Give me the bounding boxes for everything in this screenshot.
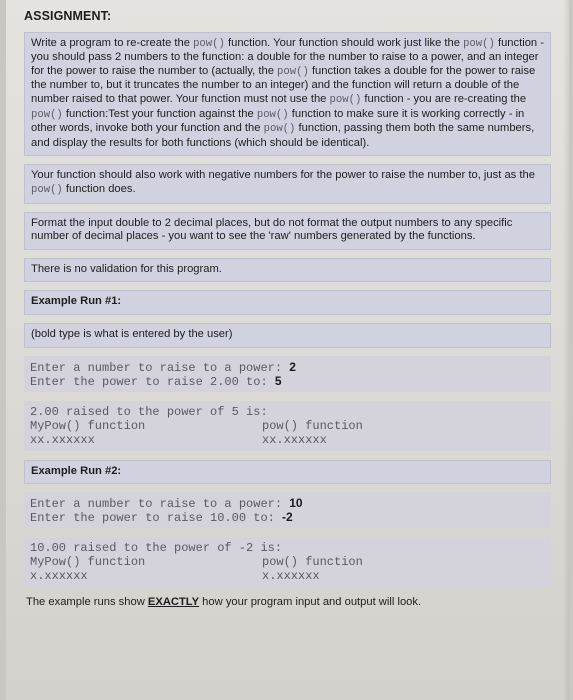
footer-text-after: how your program input and output will look.	[199, 596, 422, 609]
text-segment: Write a program to re-create the	[31, 36, 194, 49]
run1-pow-value: xx.xxxxxx	[262, 432, 327, 447]
example-run-2-title: Example Run #2:	[24, 460, 551, 485]
run2-prompt2-text: Enter the power to raise 10.00 to:	[30, 511, 283, 526]
run1-user-input-number: 2	[289, 359, 296, 374]
inline-code: pow()	[263, 123, 296, 136]
run2-value-row	[30, 569, 545, 583]
assignment-page	[6, 0, 569, 700]
example-run-1-output	[24, 401, 551, 451]
run2-pow-value: x.xxxxxx	[262, 569, 320, 584]
paragraph-formatting: Format the input double to 2 decimal places, but do not format the output numbers to any specific number of decimal places - you want to see the 'raw' numbers generated by the functions.	[24, 212, 551, 250]
footer-emphasis: EXACTLY	[147, 596, 200, 609]
text-segment: function - you are re-creating the	[361, 92, 527, 105]
run2-label-row	[30, 555, 545, 569]
run1-label-row	[30, 419, 545, 433]
run1-user-input-power: 5	[274, 373, 282, 388]
run2-user-input-power: -2	[282, 510, 293, 525]
run2-prompt-power	[30, 510, 545, 524]
example-run-1-title: Example Run #1:	[24, 290, 551, 315]
run2-prompt-number	[30, 496, 545, 510]
run1-mypow-label: MyPow() function	[30, 418, 146, 433]
run2-pow-label: pow() function	[262, 555, 363, 570]
page-edge-shadow	[563, 0, 569, 700]
text-segment: Your function should also work with negative numbers for the power to raise the number to, just as the	[31, 169, 535, 182]
example-run-1-subtitle: (bold type is what is entered by the user)	[24, 323, 551, 348]
run1-prompt-number	[30, 360, 545, 374]
inline-code: pow()	[31, 183, 63, 196]
inline-code: pow()	[193, 37, 225, 50]
run1-prompt1-text: Enter a number to raise to a power:	[30, 360, 290, 375]
inline-code: pow()	[329, 93, 362, 106]
run2-result-header: 10.00 raised to the power of -2 is:	[30, 541, 283, 556]
text-segment: function - you should pass 2 numbers to the function: a double for the number to raise to a power, and an integer for the power to raise the number to (actually, the	[31, 36, 544, 77]
run1-prompt-power	[30, 374, 545, 388]
run2-user-input-number: 10	[289, 496, 303, 511]
inline-code: pow()	[463, 37, 495, 50]
text-segment: function to make sure it is working correctly - in other words, invoke both your function and the	[31, 107, 525, 135]
text-segment: function takes a double for the power to raise the number to, but it truncates the number to an integer) and the function will return a double of the number raised to that power. Your function must not use the	[31, 64, 536, 105]
assignment-heading: ASSIGNMENT:	[24, 9, 112, 23]
example-run-2-input	[24, 492, 551, 528]
text-segment: function does.	[62, 182, 136, 195]
footer-note	[24, 596, 551, 610]
text-segment: function:Test your function against the	[62, 107, 257, 120]
text-segment: function. Your function should work just like the	[224, 36, 464, 49]
run2-mypow-value: x.xxxxxx	[30, 569, 88, 584]
inline-code: pow()	[277, 65, 309, 78]
run1-value-row	[30, 433, 545, 447]
run1-pow-label: pow() function	[262, 418, 363, 433]
inline-code: pow()	[31, 108, 63, 121]
run1-mypow-value: xx.xxxxxx	[30, 432, 95, 447]
paragraph-requirements	[24, 32, 551, 157]
run2-prompt1-text: Enter a number to raise to a power:	[30, 497, 290, 512]
text-segment: function, passing them both the same numbers, and display the results for both functions (which should be identical).	[31, 122, 535, 149]
inline-code: pow()	[256, 108, 289, 121]
example-run-1-input	[24, 356, 551, 392]
run1-prompt2-text: Enter the power to raise 2.00 to:	[30, 374, 275, 389]
run1-result-header: 2.00 raised to the power of 5 is:	[30, 404, 268, 419]
paragraph-negative-powers	[24, 164, 551, 203]
example-run-2-output	[24, 537, 551, 587]
run2-mypow-label: MyPow() function	[30, 555, 146, 570]
footer-text-before: The example runs show	[26, 596, 148, 609]
no-validation-note: There is no validation for this program.	[24, 258, 551, 283]
